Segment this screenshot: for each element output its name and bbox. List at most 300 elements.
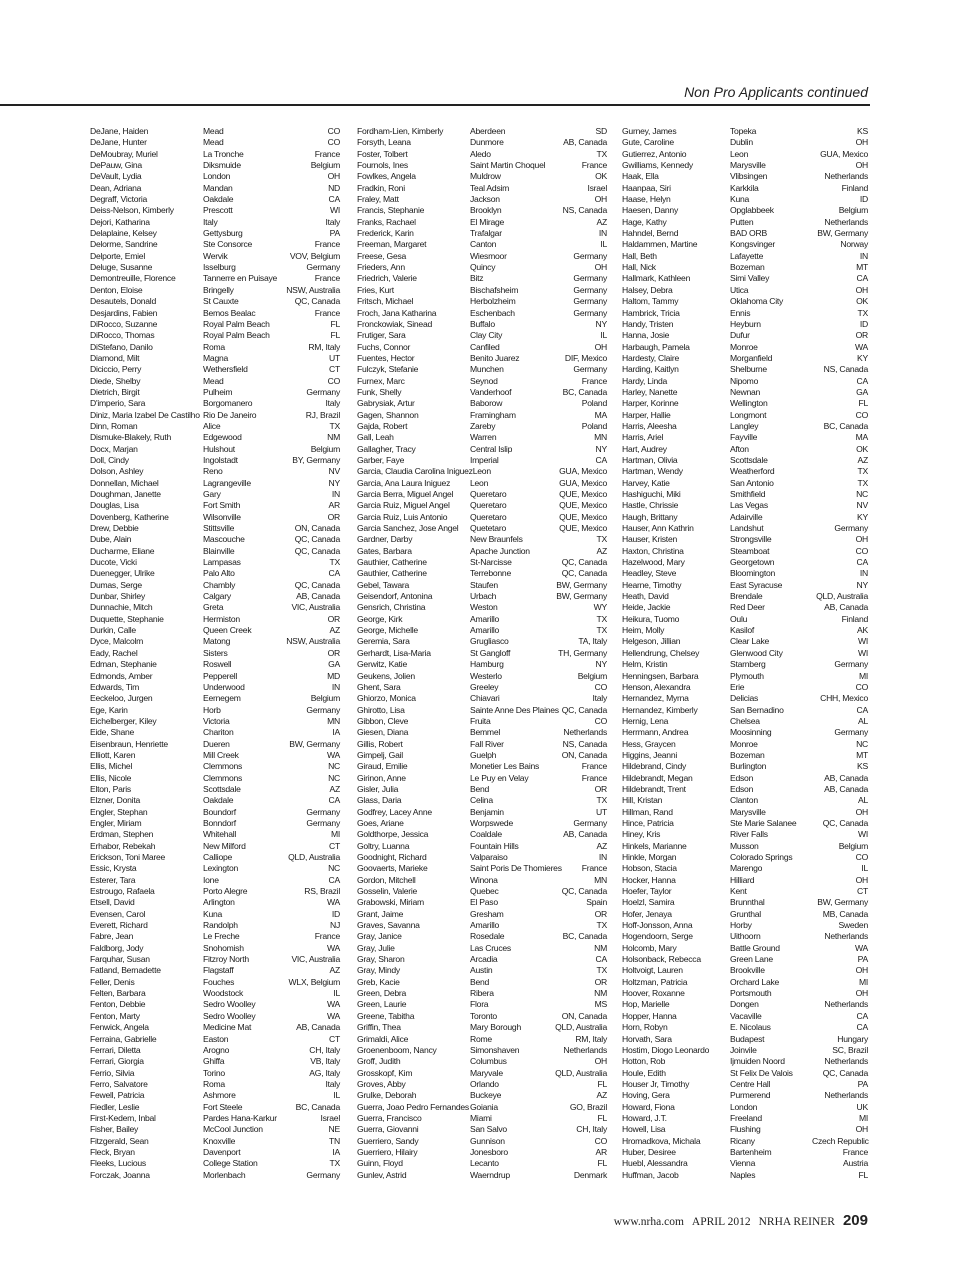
applicant-region: Italy — [592, 693, 607, 704]
list-item — [357, 671, 607, 682]
applicant-region: OH — [594, 194, 607, 205]
applicant-region: AB, Canada — [563, 829, 607, 840]
page-number: 209 — [842, 1212, 868, 1229]
applicant-city: Queretaro — [470, 500, 507, 511]
applicant-city: Kuna — [203, 908, 223, 919]
applicant-city: Burlington — [730, 761, 767, 772]
applicant-name: Etsell, David — [90, 897, 135, 908]
applicant-city: Aberdeen — [470, 126, 506, 136]
list-item — [622, 273, 868, 284]
applicant-name: Erdman, Stephen — [90, 829, 154, 840]
applicant-name: First-Kedem, Inbal — [90, 1112, 156, 1123]
applicant-region: OR — [594, 976, 607, 987]
applicant-name: Hopper, Hanna — [622, 1010, 677, 1021]
applicant-name: Hildebrandt, Trent — [622, 783, 686, 794]
applicant-city: Oulu — [730, 613, 748, 624]
applicant-name: Guinn, Floyd — [357, 1158, 403, 1169]
list-item — [90, 262, 340, 273]
applicant-region: QLD, Australia — [555, 1022, 607, 1033]
applicant-name: Fritsch, Michael — [357, 296, 414, 307]
applicant-city: Terrebonne — [470, 568, 511, 579]
applicant-name: Howard, Fiona — [622, 1101, 675, 1112]
list-item — [357, 648, 607, 659]
applicant-city: Brunnthal — [730, 897, 765, 908]
applicant-city: Afton — [730, 443, 749, 454]
applicant-name: Fatland, Bernadette — [90, 965, 161, 976]
applicant-region: MI — [858, 670, 868, 681]
list-item — [90, 149, 340, 160]
list-item — [357, 183, 607, 194]
applicant-region: AZ — [329, 965, 340, 976]
applicant-region: OH — [855, 806, 868, 817]
list-item — [90, 829, 340, 840]
list-item — [357, 568, 607, 579]
applicant-city: Glenwood City — [730, 647, 783, 658]
applicant-name: Guerra, Giovanni — [357, 1124, 419, 1135]
applicant-name: Feller, Denis — [90, 976, 135, 987]
applicant-name: Hahndel, Bernd — [622, 228, 679, 239]
applicant-region: FL — [597, 1078, 607, 1089]
applicant-region: CO — [327, 126, 340, 136]
list-item — [622, 557, 868, 568]
applicant-city: Boundorf — [203, 806, 236, 817]
list-item — [622, 705, 868, 716]
applicant-city: Gettysburg — [203, 228, 243, 239]
applicant-city: Apache Junction — [470, 545, 530, 556]
applicant-name: Horvath, Sara — [622, 1033, 672, 1044]
applicant-city: St Felix De Valois — [730, 1067, 793, 1078]
list-item — [357, 886, 607, 897]
applicant-region: BW, Germany — [556, 591, 607, 602]
applicant-city: Munchen — [470, 364, 504, 375]
list-item — [90, 364, 340, 375]
applicant-name: Froch, Jana Katharina — [357, 307, 437, 318]
list-item — [357, 1158, 607, 1169]
applicant-name: Heikura, Tuomo — [622, 613, 680, 624]
applicant-name: Fewell, Patricia — [90, 1090, 145, 1101]
applicant-region: Netherlands — [824, 171, 868, 182]
list-item — [622, 988, 868, 999]
applicant-region: IL — [600, 239, 607, 250]
applicant-name: Grant, Jaime — [357, 908, 404, 919]
list-item — [90, 909, 340, 920]
list-item — [90, 546, 340, 557]
section-title: Non Pro Applicants continued — [684, 84, 868, 100]
applicant-city: Italy — [203, 216, 218, 227]
applicant-name: Douglas, Lisa — [90, 500, 139, 511]
applicant-name: Hernig, Lena — [622, 715, 669, 726]
applicant-name: Garcia, Claudia Carolina Iniguez — [357, 466, 473, 477]
applicant-name: Garber, Faye — [357, 454, 405, 465]
list-item — [622, 591, 868, 602]
applicant-name: Fenton, Marty — [90, 1010, 140, 1021]
list-item — [622, 897, 868, 908]
list-item — [622, 217, 868, 228]
applicant-region: Poland — [581, 398, 607, 409]
applicant-name: Fuchs, Connor — [357, 341, 411, 352]
applicant-name: Houser Jr, Timothy — [622, 1078, 690, 1089]
applicant-city: Clay City — [470, 330, 503, 341]
applicant-city: Hilliard — [730, 874, 755, 885]
applicant-region: IL — [600, 330, 607, 341]
applicant-region: QC, Canada — [294, 579, 340, 590]
list-item — [357, 818, 607, 829]
applicant-city: Calgary — [203, 591, 231, 602]
applicant-city: BAD ORB — [730, 228, 767, 239]
applicant-name: Heath, David — [622, 591, 669, 602]
applicant-city: Amarillo — [470, 613, 500, 624]
applicant-name: Gillis, Robert — [357, 738, 403, 749]
applicant-region: NM — [327, 432, 340, 443]
list-item — [622, 1124, 868, 1135]
list-item — [357, 319, 607, 330]
applicant-region: KY — [857, 511, 868, 522]
applicant-name: Guerra, Francisco — [357, 1112, 422, 1123]
list-item — [90, 1170, 340, 1181]
list-item — [90, 444, 340, 455]
applicant-name: Gosselin, Valerie — [357, 886, 418, 897]
applicant-region: OR — [327, 647, 340, 658]
applicant-region: MT — [856, 749, 868, 760]
applicant-name: Hess, Graycen — [622, 738, 676, 749]
applicant-name: Graves, Savanna — [357, 920, 420, 931]
applicant-region: IA — [332, 1146, 340, 1157]
list-item — [90, 296, 340, 307]
applicant-region: AL — [857, 715, 868, 726]
list-item — [622, 387, 868, 398]
applicant-city: Chelsea — [730, 715, 760, 726]
applicant-name: Fradkin, Roni — [357, 182, 405, 193]
applicant-region: FL — [597, 1158, 607, 1169]
applicant-name: Gray, Julie — [357, 942, 395, 953]
applicant-city: Weston — [470, 602, 498, 613]
list-item — [357, 931, 607, 942]
applicant-name: Fraley, Matt — [357, 194, 399, 205]
applicant-name: Fleck, Bryan — [90, 1146, 135, 1157]
applicant-city: Purmerend — [730, 1090, 771, 1101]
applicant-region: Germany — [306, 386, 340, 397]
applicant-city: Sainte Anne Des Plaines — [470, 704, 559, 715]
applicant-name: Harley, Nanette — [622, 386, 678, 397]
applicant-name: Holtzman, Patricia — [622, 976, 688, 987]
applicant-city: Worpswede — [470, 817, 513, 828]
applicant-name: Hillman, Rand — [622, 806, 673, 817]
applicant-region: Italy — [325, 1078, 340, 1089]
applicant-region: France — [581, 375, 607, 386]
applicant-name: Grosskopf, Kim — [357, 1067, 413, 1078]
applicant-name: Felten, Barbara — [90, 988, 146, 999]
applicant-city: Vienna — [730, 1158, 756, 1169]
list-item — [357, 716, 607, 727]
list-item — [622, 1102, 868, 1113]
applicant-city: Musson — [730, 840, 759, 851]
list-item — [90, 466, 340, 477]
applicant-name: Heide, Jackie — [622, 602, 671, 613]
applicant-name: Edwards, Tim — [90, 681, 140, 692]
list-item — [90, 273, 340, 284]
applicant-city: Scottsdale — [730, 454, 768, 465]
list-item — [622, 285, 868, 296]
applicant-region: TX — [857, 307, 868, 318]
applicant-name: Harding, Kaitlyn — [622, 364, 679, 375]
applicant-region: WA — [326, 1010, 340, 1021]
applicant-city: Portsmouth — [730, 988, 772, 999]
applicant-region: GA — [328, 659, 340, 670]
applicant-name: Gagen, Shannon — [357, 409, 419, 420]
list-item — [90, 1102, 340, 1113]
applicant-name: DeJane, Hunter — [90, 137, 147, 148]
applicant-city: Victoria — [203, 715, 230, 726]
applicant-region: QLD, Australia — [288, 852, 340, 862]
applicant-name: Henson, Alexandra — [622, 681, 691, 692]
applicant-region: CA — [856, 1010, 868, 1021]
applicant-region: RM, Italy — [308, 341, 340, 352]
applicant-region: AB, Canada — [824, 602, 868, 613]
applicant-region: Denmark — [573, 1169, 607, 1180]
list-item — [357, 875, 607, 886]
list-item — [622, 126, 868, 137]
applicant-city: Ste Marie Salanee — [730, 817, 797, 828]
list-item — [90, 852, 340, 863]
applicant-name: Huber, Desiree — [622, 1146, 676, 1157]
applicant-city: Ricany — [730, 1135, 755, 1146]
applicant-region: CA — [856, 273, 868, 284]
applicant-city: Matong — [203, 636, 231, 647]
applicant-region: CT — [329, 364, 340, 375]
applicant-city: Coaldale — [470, 829, 502, 840]
applicant-name: Ferrari, Giorgia — [90, 1056, 144, 1067]
applicant-city: Simonshaven — [470, 1044, 520, 1055]
applicant-name: Harris, Ariel — [622, 432, 664, 443]
list-item — [90, 727, 340, 738]
applicant-name: DeVault, Lydia — [90, 171, 142, 182]
applicant-name: Freeman, Margaret — [357, 239, 427, 250]
applicant-region: CA — [328, 874, 340, 885]
applicant-name: Elliott, Karen — [90, 749, 136, 760]
applicant-name: Glass, Daria — [357, 795, 402, 806]
applicant-name: Hoover, Roxanne — [622, 988, 685, 999]
applicant-name: Dolson, Ashley — [90, 466, 144, 477]
applicant-city: Mill Creek — [203, 749, 239, 760]
applicant-region: NC — [856, 738, 868, 749]
applicant-region: Germany — [573, 307, 607, 318]
applicant-city: McCool Junction — [203, 1124, 263, 1135]
list-item — [90, 931, 340, 942]
applicant-name: Edmonds, Amber — [90, 670, 153, 681]
applicant-region: NM — [594, 942, 607, 953]
applicant-region: NS, Canada — [823, 364, 868, 375]
applicant-name: Fabre, Jean — [90, 931, 134, 942]
applicant-region: MI — [330, 829, 340, 840]
list-item — [357, 1022, 607, 1033]
applicant-city: Palo Alto — [203, 568, 235, 579]
applicant-region: QUE, Mexico — [559, 511, 607, 522]
applicant-region: MN — [594, 432, 607, 443]
applicant-region: IA — [332, 727, 340, 738]
applicant-region: KY — [857, 352, 868, 363]
applicant-region: SC, Brazil — [832, 1044, 868, 1055]
applicant-name: Holsonback, Rebecca — [622, 954, 701, 965]
applicant-region: FL — [330, 330, 340, 341]
applicant-region: Netherlands — [824, 216, 868, 227]
list-item — [90, 160, 340, 171]
applicant-city: Starnberg — [730, 659, 766, 670]
applicant-name: Donnellan, Michael — [90, 477, 159, 488]
list-item — [357, 897, 607, 908]
applicant-region: Netherlands — [563, 1044, 607, 1055]
applicant-city: Monetier Les Bains — [470, 761, 540, 772]
applicant-name: Gallagher, Tracy — [357, 443, 416, 454]
list-item — [357, 693, 607, 704]
applicant-region: IL — [333, 1090, 340, 1101]
applicant-name: Garcia Ruiz, Miguel Angel — [357, 500, 450, 511]
list-item — [622, 183, 868, 194]
applicant-city: Easton — [203, 1033, 229, 1044]
applicant-name: Helgeson, Jillian — [622, 636, 681, 647]
applicant-city: Gresham — [470, 908, 504, 919]
applicant-city: Newnan — [730, 386, 761, 397]
applicant-city: Orlando — [470, 1078, 499, 1089]
applicant-name: Estrougo, Rafaela — [90, 886, 155, 897]
applicant-name: Fiedler, Leslie — [90, 1101, 140, 1112]
applicant-region: IN — [598, 852, 607, 862]
applicant-name: Fisher, Bailey — [90, 1124, 139, 1135]
applicant-name: Harbaugh, Pamela — [622, 341, 690, 352]
list-item — [622, 614, 868, 625]
applicant-region: QC, Canada — [561, 568, 607, 579]
list-item — [90, 194, 340, 205]
list-item — [90, 183, 340, 194]
applicant-region: ID — [859, 194, 868, 205]
applicant-region: WA — [854, 942, 868, 953]
applicant-name: George, Michelle — [357, 625, 418, 636]
list-item — [357, 1113, 607, 1124]
applicant-name: Dejori, Katharina — [90, 216, 150, 227]
applicant-name: Hauser, Ann Kathrin — [622, 523, 694, 534]
applicant-city: Greeley — [470, 681, 499, 692]
applicant-name: Groff, Judith — [357, 1056, 401, 1067]
list-item — [357, 171, 607, 182]
applicant-region: OR — [327, 613, 340, 624]
applicant-region: WA — [326, 999, 340, 1010]
applicant-city: Kent — [730, 886, 747, 897]
page-footer — [614, 1212, 868, 1229]
applicant-city: Morlenbach — [203, 1169, 246, 1180]
applicant-name: Guerriero, Sandy — [357, 1135, 419, 1146]
applicant-name: Ghent, Sara — [357, 681, 401, 692]
applicant-name: Gerhardt, Lisa-Maria — [357, 647, 431, 658]
list-item — [357, 988, 607, 999]
applicant-region: France — [581, 772, 607, 783]
list-item — [90, 512, 340, 523]
list-item — [357, 149, 607, 160]
applicant-name: Haak, Ella — [622, 171, 659, 182]
applicant-city: Greta — [203, 602, 224, 613]
list-item — [90, 841, 340, 852]
applicant-name: Giesen, Diana — [357, 727, 409, 738]
list-item — [357, 1079, 607, 1090]
applicant-name: Hotton, Rob — [622, 1056, 666, 1067]
applicant-city: Buckeye — [470, 1090, 502, 1101]
applicant-city: Marysville — [730, 160, 766, 171]
applicant-city: Bend — [470, 976, 490, 987]
applicant-region: ID — [859, 318, 868, 329]
applicant-name: Hernandez, Kimberly — [622, 704, 698, 715]
list-item — [622, 693, 868, 704]
applicant-city: Waerndrup — [470, 1169, 510, 1180]
list-item — [622, 841, 868, 852]
applicant-region: UK — [856, 1101, 868, 1112]
applicant-name: Hop, Marielle — [622, 999, 670, 1010]
applicant-region: MN — [594, 874, 607, 885]
applicant-city: Mead — [203, 126, 224, 136]
list-item — [357, 228, 607, 239]
applicant-name: DiStefano, Danilo — [90, 341, 153, 352]
applicant-city: Mead — [203, 137, 224, 148]
list-item — [357, 126, 607, 137]
applicant-city: Fort Steele — [203, 1101, 243, 1112]
applicant-name: Gauthier, Catherine — [357, 557, 427, 568]
list-item — [90, 1136, 340, 1147]
applicant-city: Landshut — [730, 523, 764, 534]
applicant-city: La Tronche — [203, 148, 244, 159]
applicant-city: Quincy — [470, 262, 496, 273]
list-item — [622, 659, 868, 670]
list-item — [622, 580, 868, 591]
applicant-region: France — [314, 148, 340, 159]
applicant-city: Georgetown — [730, 557, 775, 568]
list-item — [90, 886, 340, 897]
applicant-name: Hernandez, Myrna — [622, 693, 689, 704]
list-item — [90, 682, 340, 693]
applicant-name: Desautels, Donald — [90, 296, 156, 307]
applicant-name: Hostim, Diogo Leonardo — [622, 1044, 710, 1055]
list-item — [90, 784, 340, 795]
applicant-region: TH, Germany — [558, 647, 607, 658]
list-item — [622, 999, 868, 1010]
applicant-region: KS — [857, 126, 868, 136]
applicant-name: Hromadkova, Michala — [622, 1135, 701, 1146]
list-item — [622, 239, 868, 250]
list-item — [622, 432, 868, 443]
list-item — [622, 1011, 868, 1022]
applicant-region: OH — [594, 1056, 607, 1067]
applicant-name: Horn, Robyn — [622, 1022, 668, 1033]
list-item — [357, 965, 607, 976]
applicant-city: Clemmons — [203, 772, 243, 783]
list-item — [357, 137, 607, 148]
applicant-name: Denton, Eloise — [90, 284, 143, 295]
applicant-name: Forsyth, Leana — [357, 137, 411, 148]
applicant-city: Stittsville — [203, 523, 235, 534]
list-item — [357, 251, 607, 262]
list-item — [357, 410, 607, 421]
list-item — [90, 671, 340, 682]
applicant-region: France — [314, 931, 340, 942]
list-item — [357, 1034, 607, 1045]
list-item — [357, 285, 607, 296]
applicant-region: Germany — [573, 284, 607, 295]
applicant-region: MS — [594, 999, 607, 1010]
applicant-city: Karkkila — [730, 182, 759, 193]
applicant-city: Ste Consorce — [203, 239, 253, 250]
list-item — [90, 534, 340, 545]
list-item — [90, 1079, 340, 1090]
applicant-name: Garcia Sanchez, Jose Angel — [357, 523, 459, 534]
applicant-region: CA — [856, 704, 868, 715]
applicant-region: Germany — [306, 262, 340, 273]
applicant-city: Kuna — [730, 194, 750, 205]
